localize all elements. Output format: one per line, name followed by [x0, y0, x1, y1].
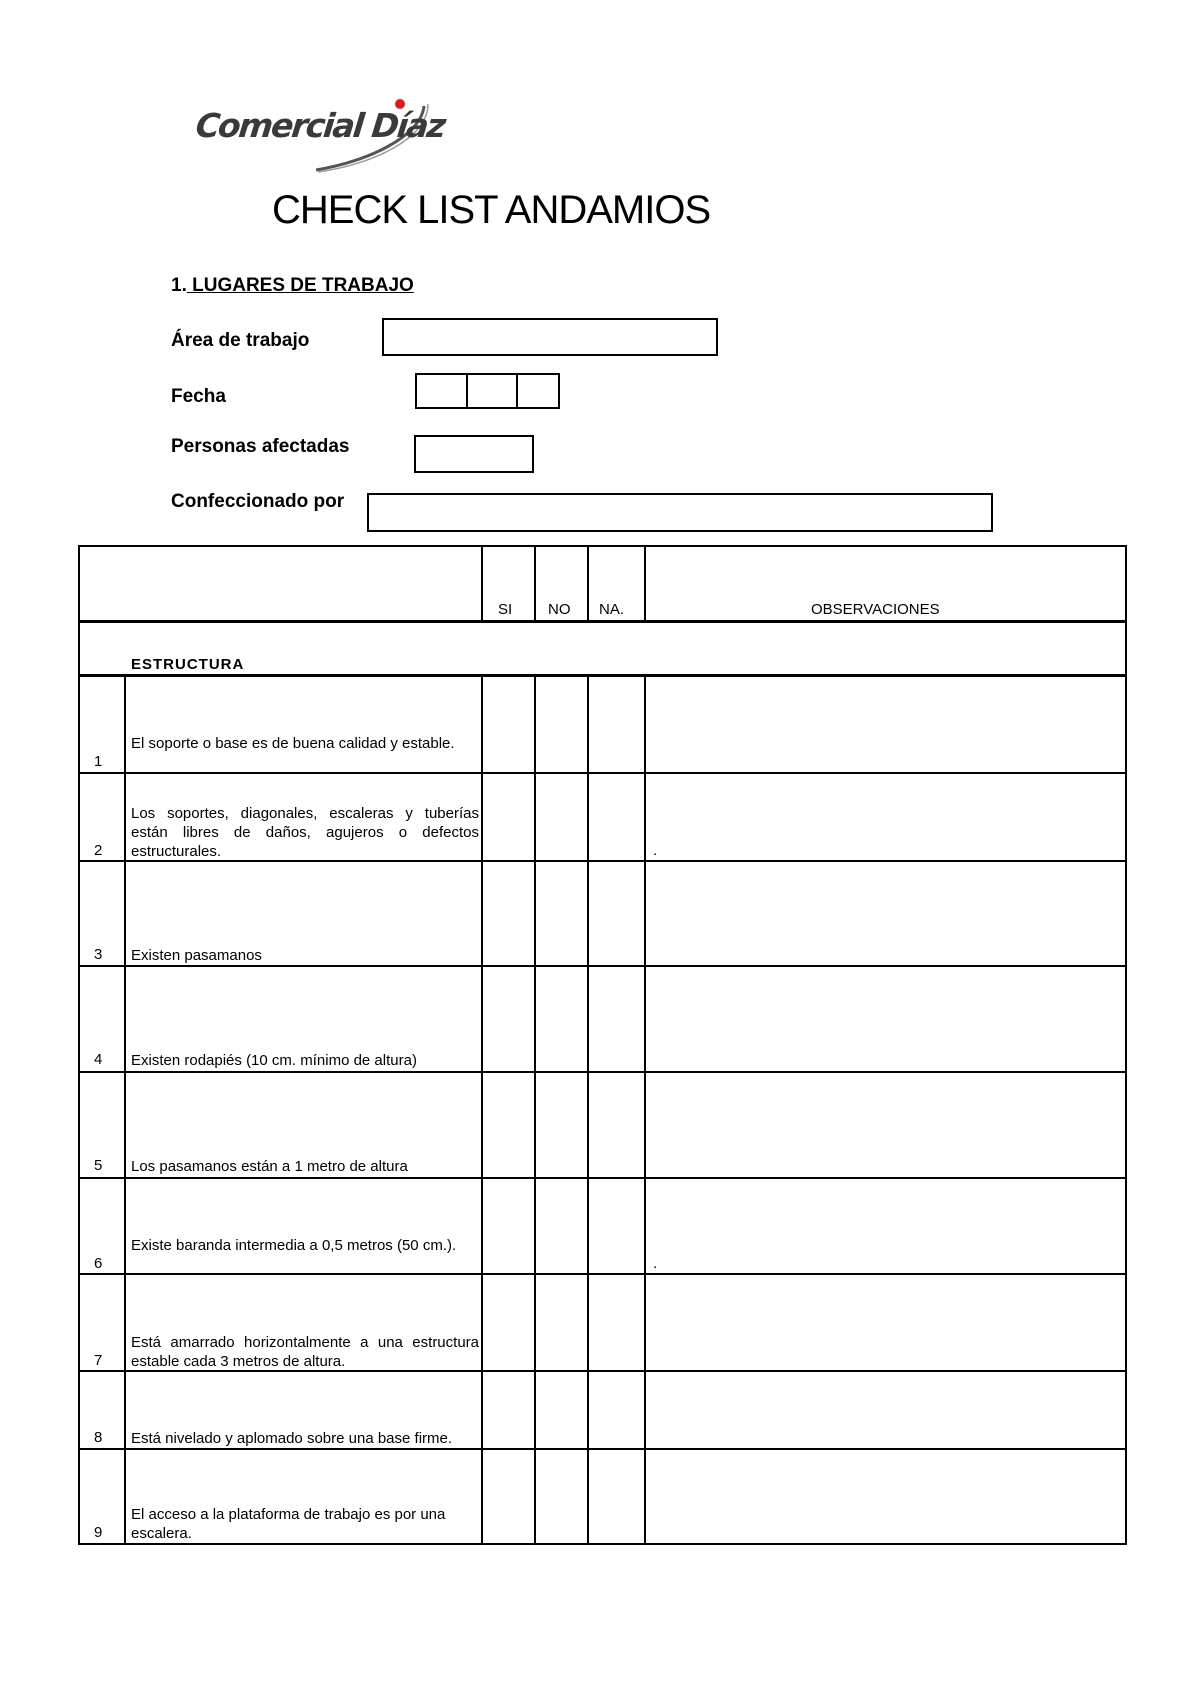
row-number: 3 [94, 946, 103, 963]
row-number: 1 [94, 753, 103, 770]
row-divider [78, 1448, 1127, 1450]
table-border [78, 545, 80, 1545]
area-field[interactable] [382, 318, 718, 356]
date-field[interactable] [415, 373, 560, 409]
row-divider [78, 1071, 1127, 1073]
row-question: Los pasamanos están a 1 metro de altura [131, 1158, 408, 1175]
header-si: SI [498, 601, 513, 618]
row-number: 6 [94, 1255, 103, 1272]
header-observaciones: OBSERVACIONES [811, 601, 940, 618]
area-label: Área de trabajo [171, 330, 310, 351]
row-observation[interactable]: . [653, 1255, 658, 1272]
row-question: Existe baranda intermedia a 0,5 metros (50 cm.). [131, 1237, 457, 1254]
row-question: El acceso a la plataforma de trabajo es por una escalera. [131, 1506, 446, 1542]
row-number: 8 [94, 1429, 103, 1446]
row-question: Existen rodapiés (10 cm. mínimo de altura) [131, 1052, 417, 1069]
company-logo [193, 92, 447, 178]
confeccionado-label: Confeccionado por [171, 491, 345, 512]
column-divider [481, 545, 483, 622]
confeccionado-field[interactable] [367, 493, 993, 532]
row-divider [78, 620, 1127, 623]
column-divider [534, 674, 536, 1545]
document-title: CHECK LIST ANDAMIOS [272, 188, 711, 232]
table-border [78, 545, 1127, 547]
row-divider [78, 772, 1127, 774]
personas-field[interactable] [414, 435, 534, 473]
row-question: Está nivelado y aplomado sobre una base firme. [131, 1430, 453, 1447]
column-divider [644, 545, 646, 622]
date-divider [516, 375, 518, 407]
table-border [78, 1543, 1127, 1545]
personas-label: Personas afectadas [171, 436, 350, 457]
row-question: Está amarrado horizontalmente a una estructura estable cada 3 metros de altura. [131, 1334, 479, 1370]
section-heading [171, 275, 414, 297]
column-divider [587, 674, 589, 1545]
row-question: El soporte o base es de buena calidad y estable. [131, 735, 455, 752]
row-divider [78, 1177, 1127, 1179]
column-divider [587, 545, 589, 622]
row-divider [78, 674, 1127, 677]
section-number: 1. [171, 275, 187, 296]
section-title: LUGARES DE TRABAJO [186, 275, 414, 296]
header-no: NO [548, 601, 571, 618]
column-divider [644, 674, 646, 1545]
logo-text: Comercial Díaz [193, 106, 447, 145]
column-divider [124, 674, 126, 1545]
date-divider [466, 375, 468, 407]
row-question: Los soportes, diagonales, escaleras y tuberías están libres de daños, agujeros o defectos estructurales. [131, 805, 479, 860]
row-number: 4 [94, 1051, 103, 1068]
category-label: ESTRUCTURA [131, 656, 245, 673]
column-divider [534, 545, 536, 622]
fecha-label: Fecha [171, 386, 226, 407]
row-number: 7 [94, 1352, 103, 1369]
row-number: 9 [94, 1524, 103, 1541]
header-na: NA. [599, 601, 625, 618]
row-number: 2 [94, 842, 103, 859]
row-number: 5 [94, 1157, 103, 1174]
row-divider [78, 1273, 1127, 1275]
table-border [1125, 545, 1127, 1545]
row-divider [78, 965, 1127, 967]
row-observation[interactable]: . [653, 842, 658, 859]
row-question: Existen pasamanos [131, 947, 262, 964]
column-divider [481, 674, 483, 1545]
